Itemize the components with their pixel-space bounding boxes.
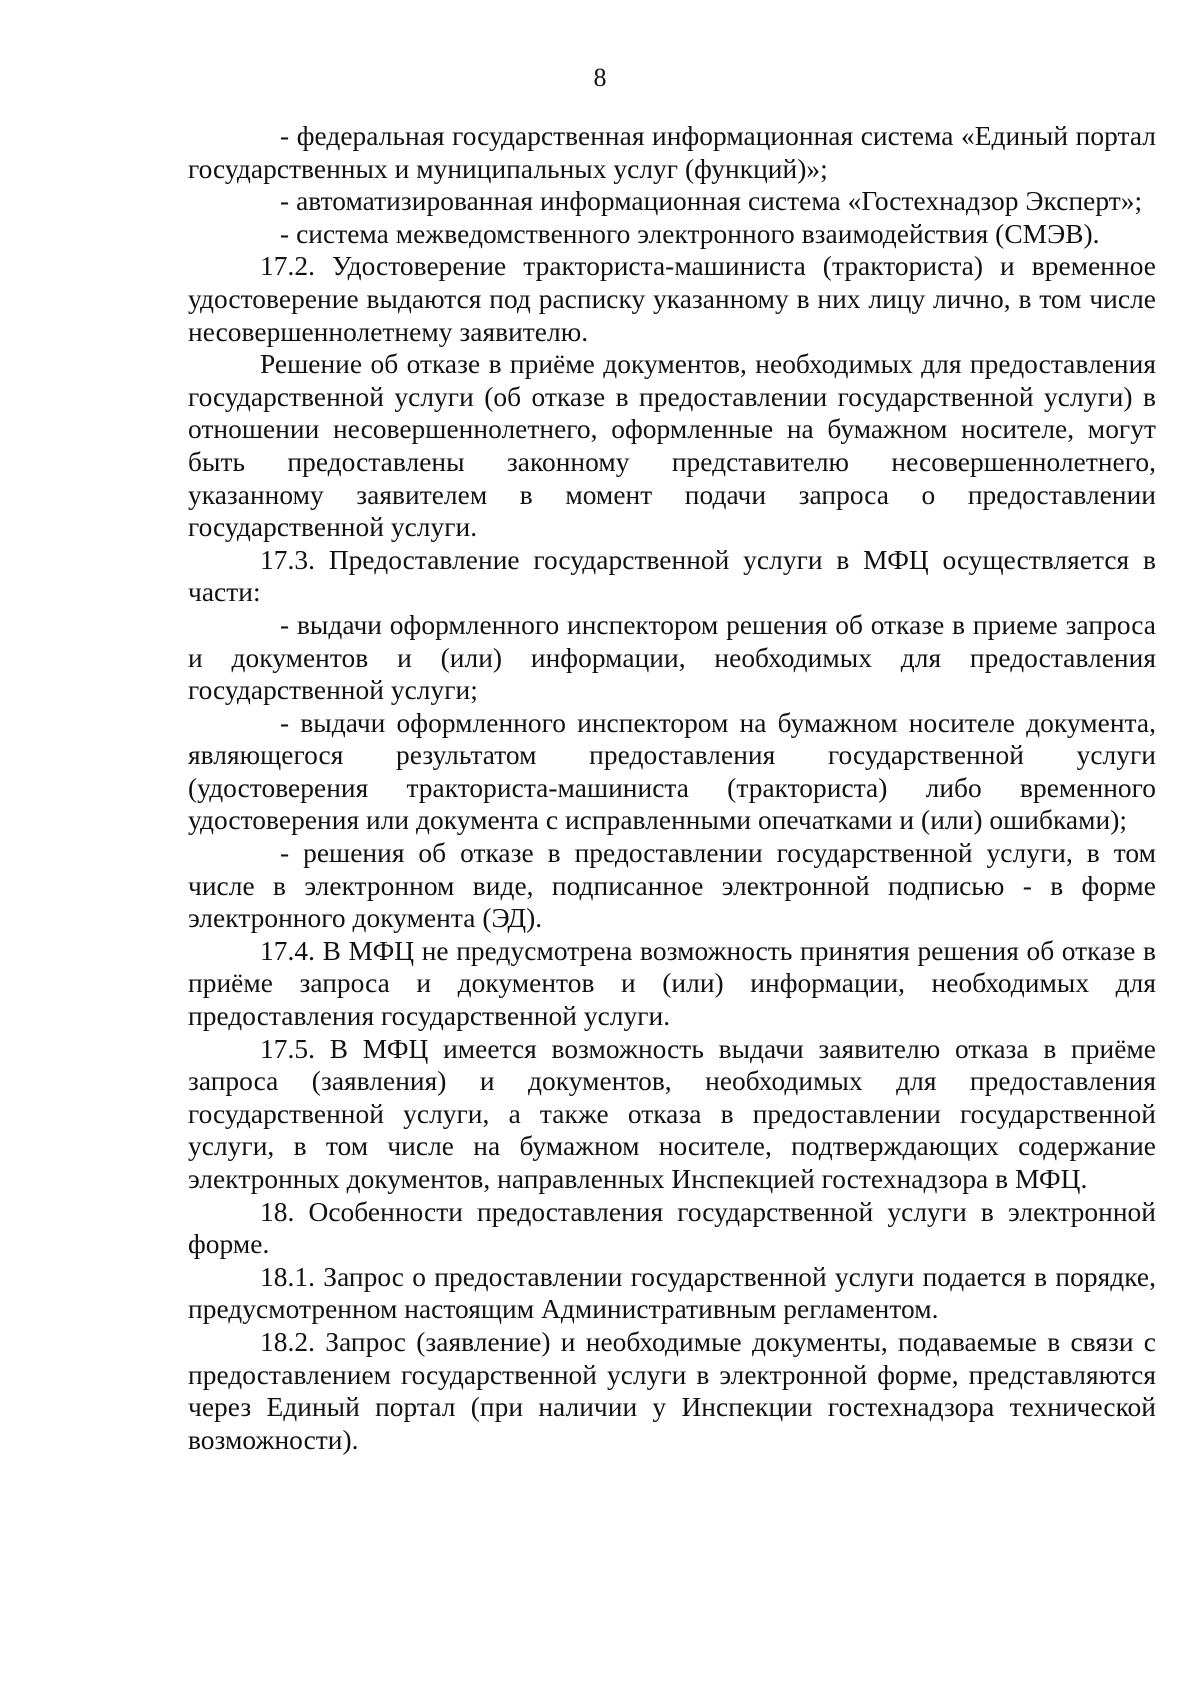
paragraph-17-4: 17.4. В МФЦ не предусмотрена возможность принятия решения об отказе в приёме запроса и документов и (или) информации, необходимых для предоставления государственной услуги. [188,935,1156,1032]
list-item-federal-portal: - федеральная государственная информационная система «Единый портал государственных и муниципальных услуг (функций)»; [188,121,1156,184]
paragraph-refusal-decision: Решение об отказе в приёме документов, необходимых для предоставления государственной услуги (об отказе в предоставлении государственной услуги) в отношении несовершеннолетнего, оформленные на бумажном носителе, могут быть предоставлены законному представителю несовершеннолетнего, указанному заявителем в момент подачи запроса о предоставлении государственной услуги. [188,349,1156,543]
list-item-smev: - система межведомственного электронного взаимодействия (СМЭВ). [280,218,1100,249]
paragraph-18-2: 18.2. Запрос (заявление) и необходимые документы, подаваемые в связи с предоставлением государственной услуги в электронной форме, представляются через Единый портал (при наличии у Инспекции гостехнадзора технической возможности). [188,1326,1156,1455]
list-item-gostekhnadzor-expert: - автоматизированная информационная система «Гостехнадзор Эксперт»; [280,186,1143,217]
list-item-refusal-electronic: - решения об отказе в предоставлении государственной услуги, в том числе в электронном виде, подписанное электронной подписью - в форме электронного документа (ЭД). [188,838,1156,934]
paragraph-17-3: 17.3. Предоставление государственной услуги в МФЦ осуществляется в части: [188,544,1156,608]
list-item-issue-document: - выдачи оформленного инспектором на бумажном носителе документа, являющегося результатом предоставления государственной услуги (удостоверения тракториста-машиниста (тракториста) либо временного удостоверения или документа с исправленными опечатками и (или) ошибками); [188,707,1156,836]
paragraph-18: 18. Особенности предоставления государственной услуги в электронной форме. [188,1196,1156,1260]
document-body [188,120,1156,1456]
list-item-issue-refusal: - выдачи оформленного инспектором решения об отказе в приеме запроса и документов и (или) информации, необходимых для предоставления государственной услуги; [188,609,1156,706]
page-number: 8 [593,63,607,92]
paragraph-17-2: 17.2. Удостоверение тракториста-машиниста (тракториста) и временное удостоверение выдаются под расписку указанному в них лицу лично, в том числе несовершеннолетнему заявителю. [188,251,1156,347]
paragraph-18-1: 18.1. Запрос о предоставлении государственной услуги подается в порядке, предусмотренном настоящим Административным регламентом. [188,1261,1156,1325]
paragraph-17-5: 17.5. В МФЦ имеется возможность выдачи заявителю отказа в приёме запроса (заявления) и документов, необходимых для предоставления государственной услуги, а также отказа в предоставлении государственной услуги, в том числе на бумажном носителе, подтверждающих содержание электронных документов, направленных Инспекцией гостехнадзора в МФЦ. [188,1033,1156,1194]
